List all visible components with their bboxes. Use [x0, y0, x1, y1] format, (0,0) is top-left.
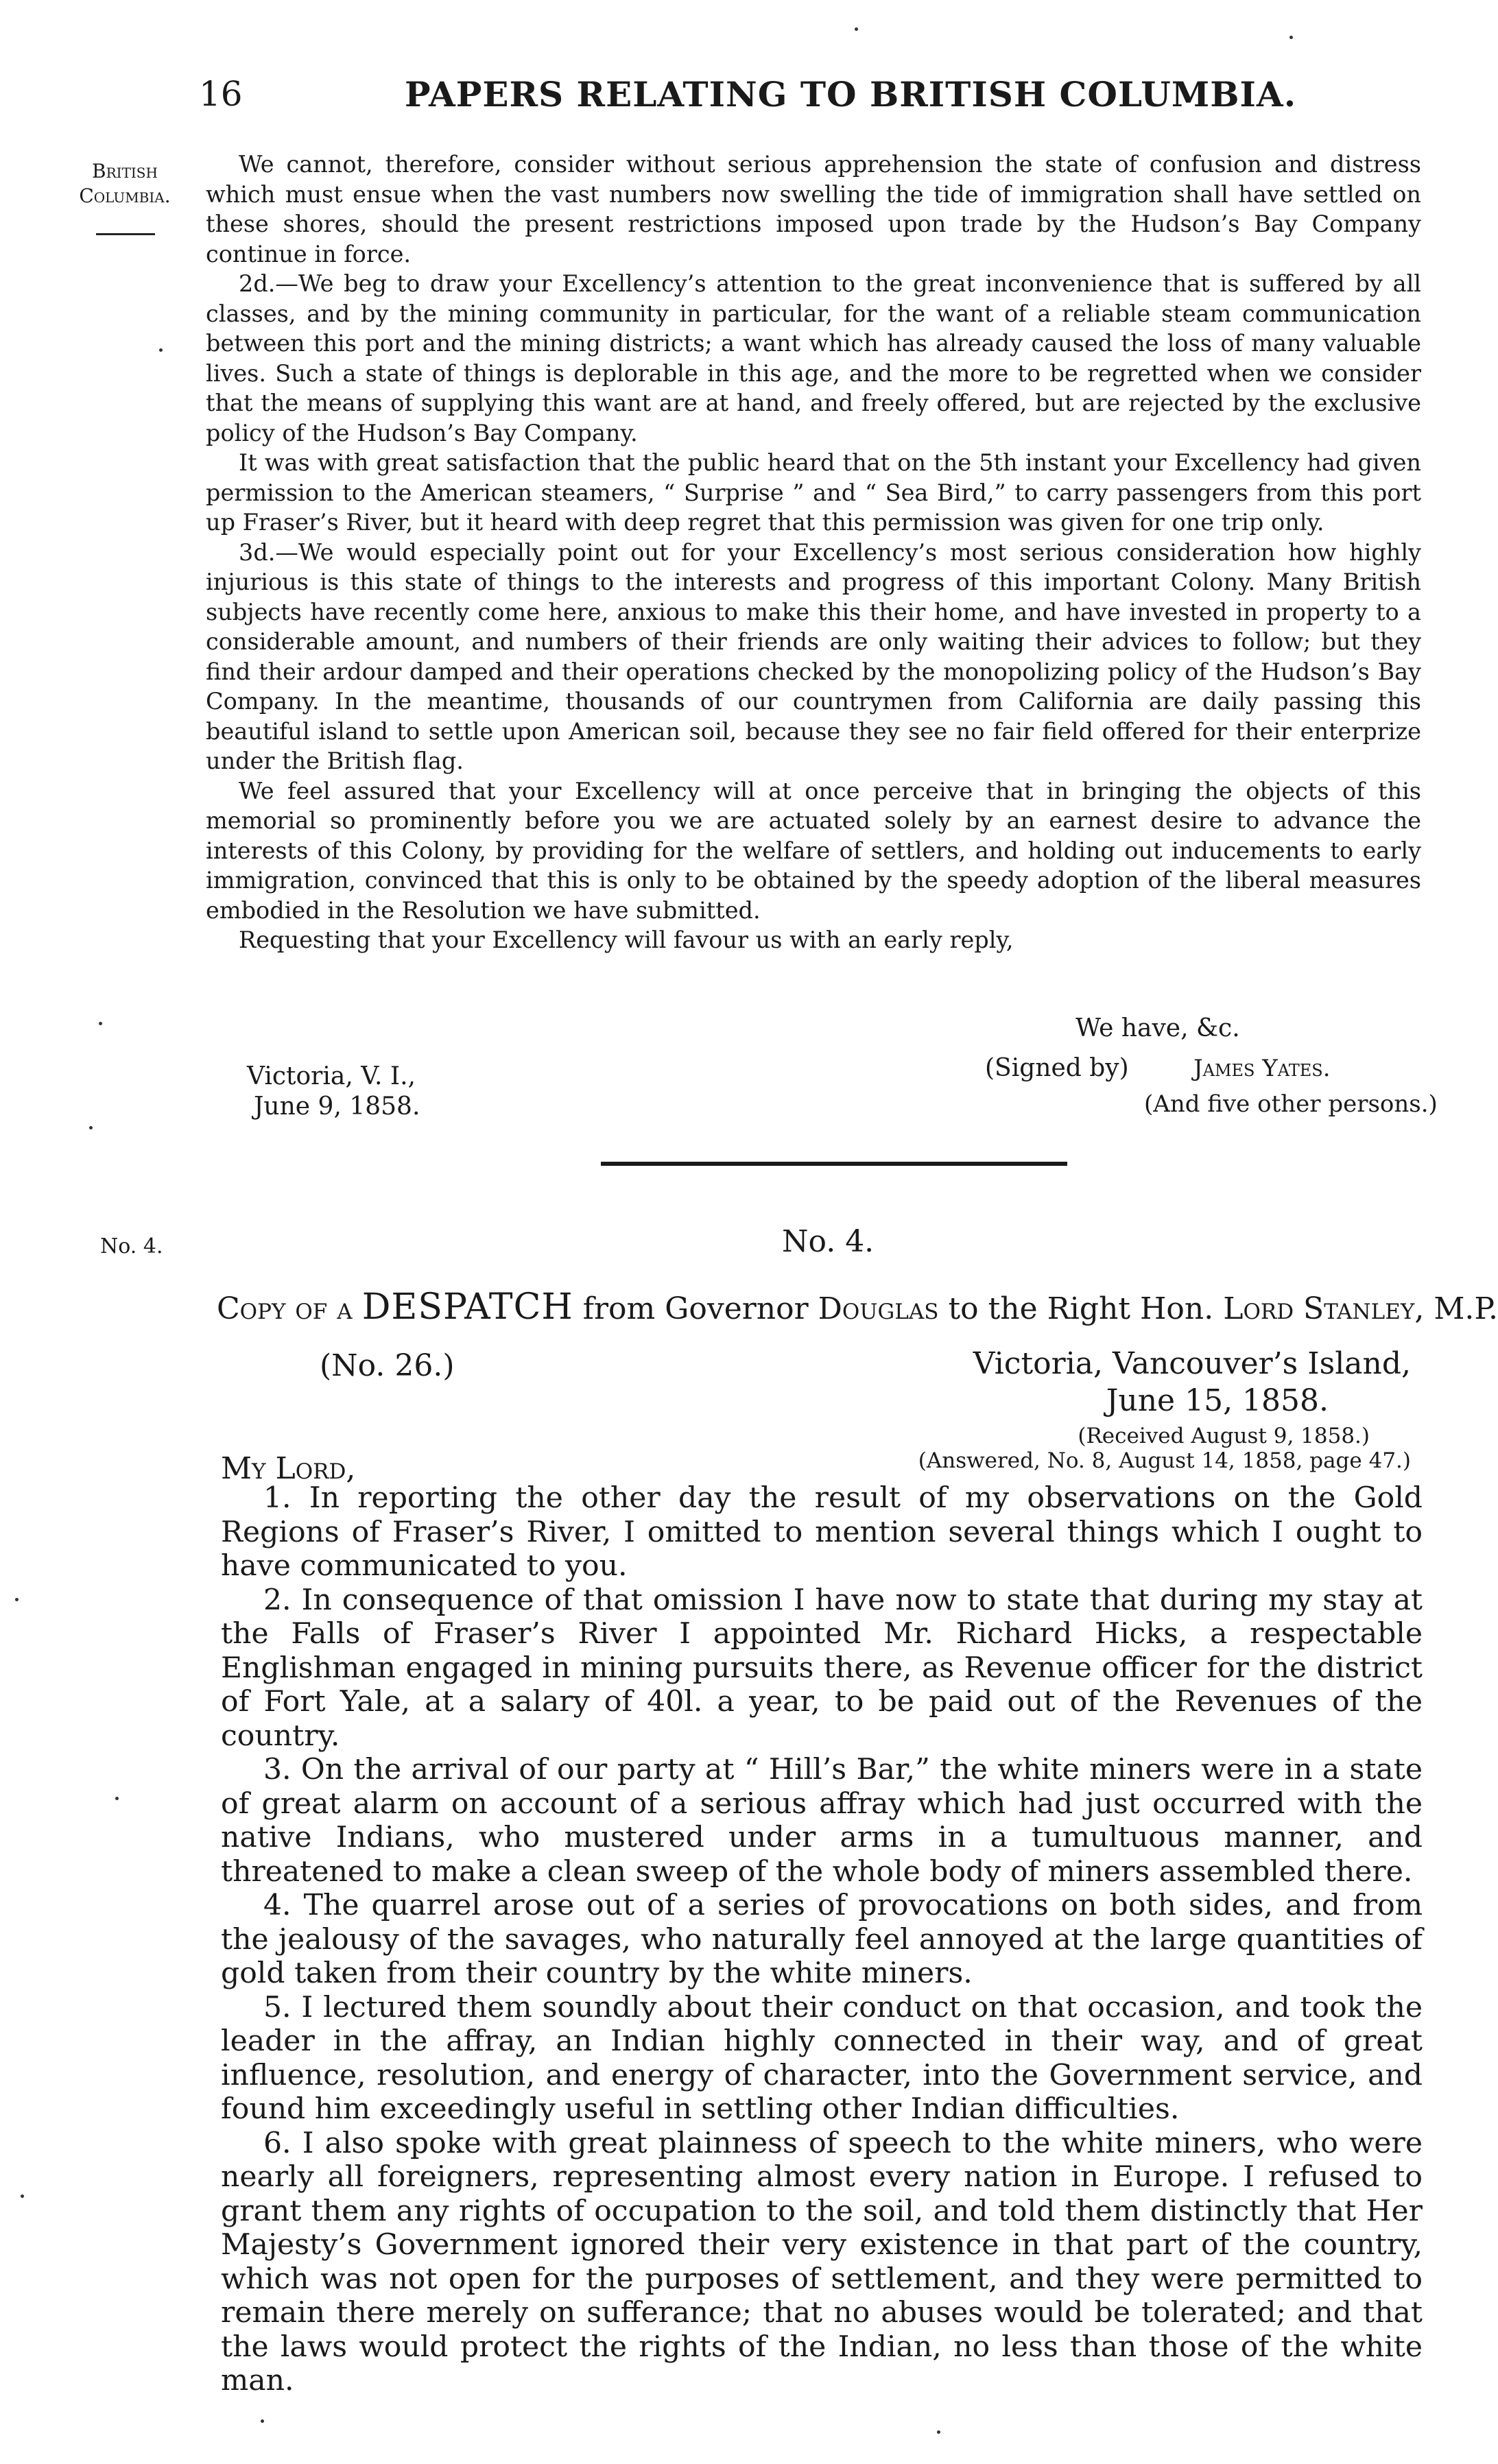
- title-governor: Douglas: [818, 1291, 939, 1326]
- despatch-dateline: [973, 1345, 1411, 1420]
- margin-note-line2: Columbia.: [79, 184, 171, 207]
- title-suffix: , M.P.: [1414, 1291, 1498, 1326]
- scan-speck: [99, 1022, 102, 1025]
- title-to: to the Right Hon.: [948, 1291, 1214, 1326]
- memorial-paragraph: We cannot, therefore, consider without serious apprehension the state of confusion and distress which must ensue when the vast numbers now swelling the tide of immigration shall have settled on these shores, should the present restrictions imposed upon trade by the Hudson’s Bay Company continue in force.: [206, 151, 1421, 267]
- section-title: No. 4.: [782, 1224, 875, 1259]
- memorial-paragraph: 3d.—We would especially point out for your Excellency’s most serious consideration how highly injurious is this state of things to the interests and progress of this important Colony. Many British subjects have recently come here, anxious to make this their home, and have invested in property to a considerable amount, and numbers of their friends are only waiting their advices to follow; but they find their ardour damped and their operations checked by the monopolizing policy of the Hudson’s Bay Company. In the meantime, thousands of our countrymen from California are daily passing this beautiful island to settle upon American soil, because they see no fair field offered for their enterprize under the British flag.: [206, 538, 1421, 774]
- margin-note: [49, 159, 200, 208]
- margin-label: No. 4.: [100, 1234, 163, 1258]
- closing: We have, &c.: [1075, 1014, 1240, 1042]
- memorial-paragraph: Requesting that your Excellency will favour us with an early reply,: [239, 926, 1014, 953]
- title-lord: Lord Stanley: [1223, 1291, 1415, 1326]
- title-main: DESPATCH: [361, 1287, 573, 1328]
- scan-speck: [261, 2419, 264, 2423]
- salutation: My Lord,: [221, 1451, 356, 1486]
- despatch-paragraph: 6. I also spoke with great plainness of speech to the white miners, who were nearly all foreigners, representing almost every nation in Europe. I refused to grant them any rights of occupation to the soil, and told them distinctly that Her Majesty’s Government ignored their very existence in that part of the country, which was not open for the purposes of settlement, and they were permitted to remain there merely on sufferance; that no abuses would be tolerated; and that the laws would protect the rights of the Indian, no less than those of the white man.: [221, 2126, 1423, 2397]
- other-signatories: (And five other persons.): [1144, 1090, 1438, 1118]
- memorial-text: [206, 149, 1421, 955]
- despatch-paragraph: 2. In consequence of that omission I have now to state that during my stay at the Falls of Fraser’s River I appointed Mr. Richard Hicks, a respectable Englishman engaged in mining pursuits there, as Revenue officer for the district of Fort Yale, at a salary of 40l. a year, to be paid out of the Revenues of the country.: [221, 1583, 1423, 1753]
- signatory: James Yates.: [1193, 1055, 1331, 1082]
- scan-speck: [15, 1598, 19, 1601]
- letter-date: June 9, 1858.: [254, 1092, 420, 1121]
- despatch-place: Victoria, Vancouver’s Island,: [973, 1346, 1411, 1381]
- margin-rule: [96, 233, 155, 235]
- signed-by: (Signed by): [985, 1054, 1129, 1082]
- scan-speck: [115, 1797, 119, 1800]
- despatch-title: [217, 1287, 1498, 1328]
- despatch-paragraph: 1. In reporting the other day the result of my observations on the Gold Regions of Fraser’s River, I omitted to mention several things which I ought to have communicated to you.: [221, 1481, 1423, 1583]
- section-divider: [601, 1162, 1067, 1166]
- memorial-paragraph: It was with great satisfaction that the public heard that on the 5th instant your Excellency had given permission to the American steamers, “ Surprise ” and “ Sea Bird,” to carry passengers from this port up Fraser’s River, but it heard with deep regret that this permission was given for one trip only.: [206, 449, 1421, 536]
- memorial-paragraph: We feel assured that your Excellency will at once perceive that in bringing the objects of this memorial so prominently before you we are actuated solely by an earnest desire to advance the interests of this Colony, by providing for the welfare of settlers, and holding out inducements to early immigration, convinced that this is only to be obtained by the speedy adoption of the liberal measures embodied in the Resolution we have submitted.: [206, 777, 1421, 924]
- despatch-paragraph: 4. The quarrel arose out of a series of provocations on both sides, and from the jealousy of the savages, who naturally feel annoyed at the large quantities of gold taken from their country by the white miners.: [221, 1889, 1423, 1990]
- title-prefix: Copy of a: [217, 1291, 353, 1326]
- memorial-paragraph: 2d.—We beg to draw your Excellency’s attention to the great inconvenience that is suffered by all classes, and by the mining community in particular, for the want of a reliable steam communication between this port and the mining districts; a want which has already caused the loss of many valuable lives. Such a state of things is deplorable in this age, and the more to be regretted when we consider that the means of supplying this want are at hand, and freely offered, but are rejected by the exclusive policy of the Hudson’s Bay Company.: [206, 270, 1421, 446]
- despatch-paragraph: 5. I lectured them soundly about their conduct on that occasion, and took the leader in the affray, an Indian highly connected in their way, and of great influence, resolution, and energy of character, into the Government service, and found him exceedingly useful in settling other Indian difficulties.: [221, 1990, 1423, 2126]
- scan-speck: [1289, 36, 1293, 39]
- title-from: from Governor: [582, 1291, 809, 1326]
- margin-note-line1: British: [92, 160, 158, 182]
- despatch-body: [221, 1481, 1423, 2398]
- scan-speck: [159, 348, 163, 352]
- page-header: [199, 74, 1420, 129]
- page-number: 16: [199, 74, 243, 114]
- running-title: PAPERS RELATING TO BRITISH COLUMBIA.: [405, 74, 1297, 115]
- answered-note: (Answered, No. 8, August 14, 1858, page 47.): [918, 1448, 1411, 1473]
- scan-speck: [21, 2194, 24, 2198]
- despatch-paragraph: 3. On the arrival of our party at “ Hill’s Bar,” the white miners were in a state of great alarm on account of a serious affray which had just occurred with the native Indians, who mustered under arms in a tumultuous manner, and threatened to make a clean sweep of the whole body of miners assembled there.: [221, 1753, 1423, 1889]
- scan-speck: [855, 27, 858, 31]
- scan-speck: [937, 2430, 940, 2434]
- despatch-date: June 15, 1858.: [1106, 1383, 1329, 1418]
- letter-place: Victoria, V. I.,: [247, 1062, 416, 1090]
- despatch-number: (No. 26.): [320, 1348, 455, 1383]
- received-note: (Received August 9, 1858.): [1078, 1424, 1370, 1448]
- scan-speck: [89, 1126, 93, 1129]
